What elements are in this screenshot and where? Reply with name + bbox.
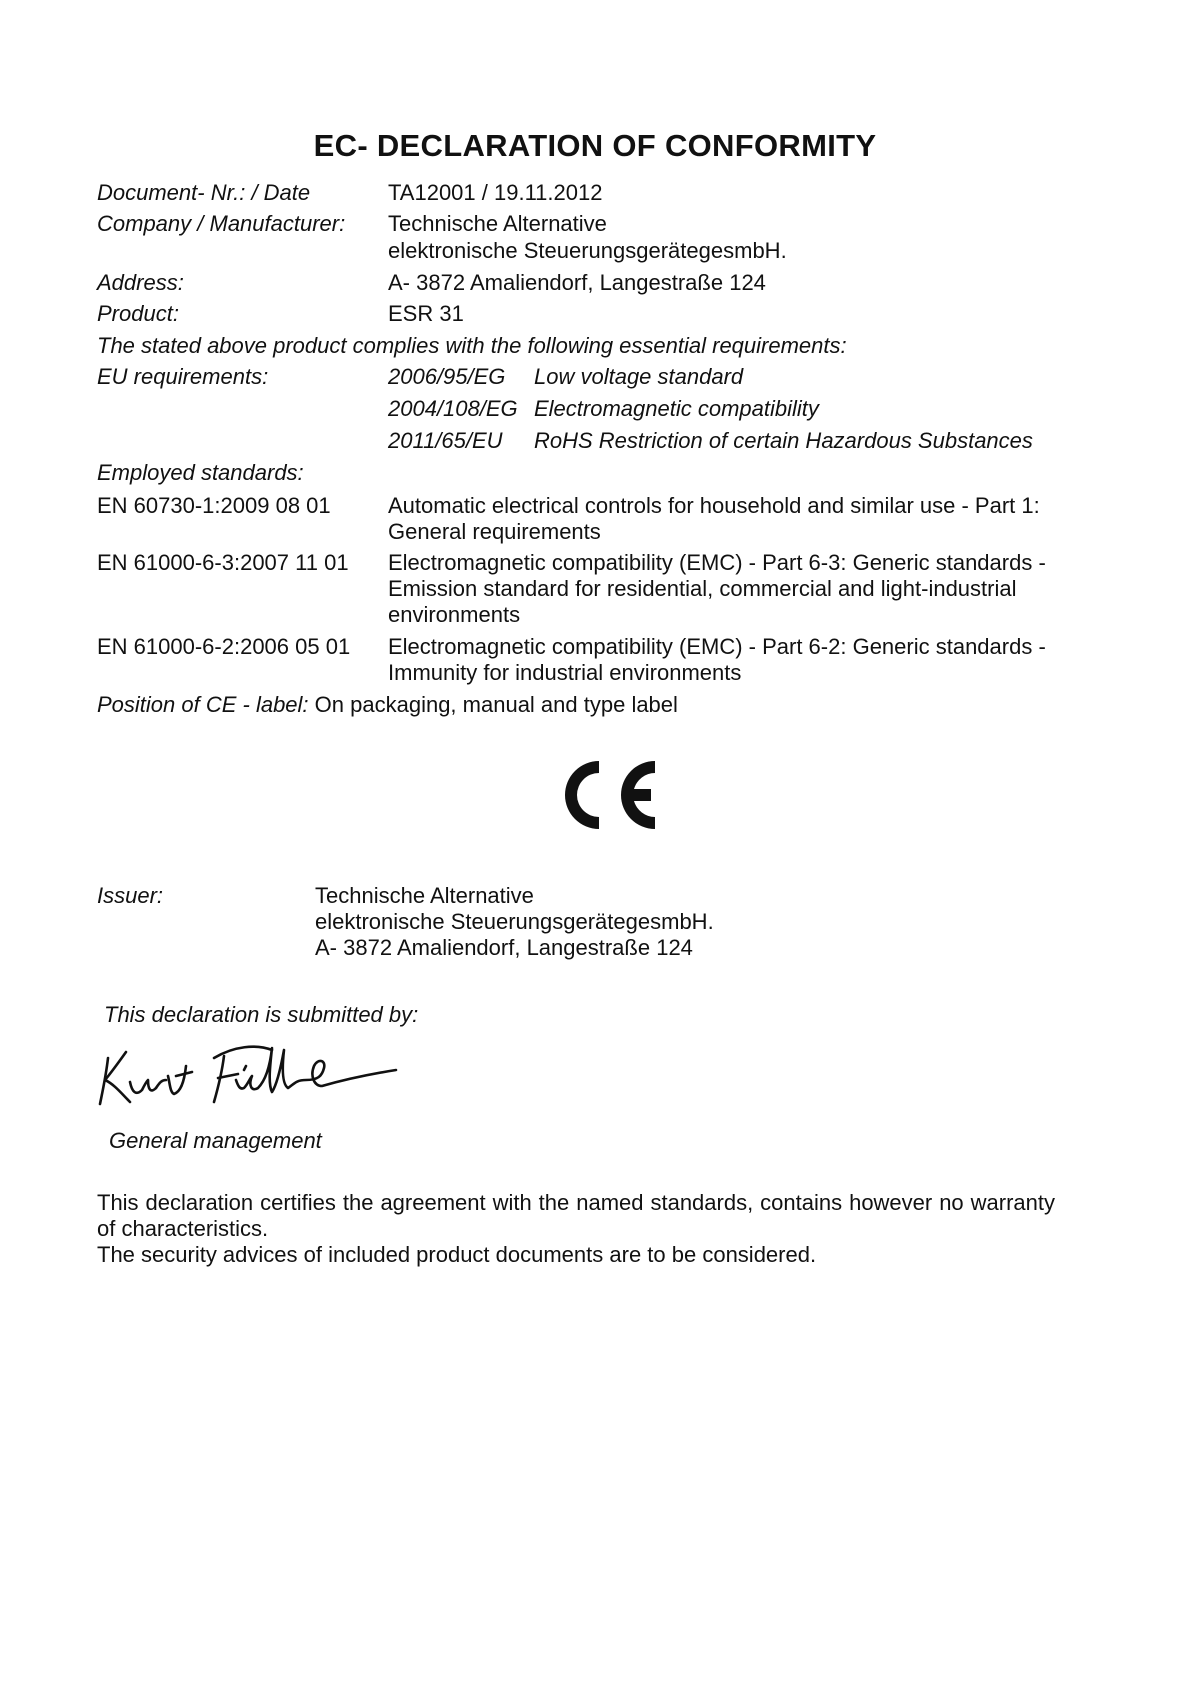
eu-requirement-description: Low voltage standard: [534, 364, 744, 389]
eu-requirement-description: RoHS Restriction of certain Hazardous Substances: [534, 428, 1033, 453]
eu-requirements-label: EU requirements:: [97, 364, 269, 389]
standard-description: Electromagnetic compatibility (EMC) - Part 6-3: Generic standards - Emission standard for residential, commercial and light-industrial environments: [388, 550, 1046, 627]
eu-requirement-code: 2006/95/EG: [388, 364, 506, 389]
eu-requirement-description: Electromagnetic compatibility: [534, 396, 819, 421]
document-number-value: TA12001 / 19.11.2012: [388, 180, 603, 205]
issuer-line1: Technische Alternative: [315, 883, 534, 908]
company-label: Company / Manufacturer:: [97, 211, 346, 236]
issuer-line2: elektronische SteuerungsgerätegesmbH.: [315, 909, 714, 934]
standard-description: Automatic electrical controls for household and similar use - Part 1: General requirements: [388, 493, 1040, 544]
ce-mark-logo: [555, 757, 659, 838]
standard-description: Electromagnetic compatibility (EMC) - Part 6-2: Generic standards - Immunity for industrial environments: [388, 634, 1046, 685]
issuer-block: [315, 883, 714, 961]
issuer-label: Issuer:: [97, 883, 164, 908]
footer-paragraph-1: This declaration certifies the agreement with the named standards, contains however no warranty of characteristics.: [97, 1190, 1055, 1241]
document-title: EC- DECLARATION OF CONFORMITY: [313, 128, 877, 163]
product-label: Product:: [97, 301, 179, 326]
company-line1: Technische Alternative: [388, 211, 607, 236]
signatory-title: General management: [109, 1128, 322, 1153]
ce-position-value: On packaging, manual and type label: [314, 692, 678, 717]
address-value: A- 3872 Amaliendorf, Langestraße 124: [388, 270, 766, 295]
address-label: Address:: [97, 270, 184, 295]
footer-paragraph-2: The security advices of included product documents are to be considered.: [97, 1242, 817, 1267]
product-value: ESR 31: [388, 301, 464, 326]
company-line2: elektronische SteuerungsgerätegesmbH.: [388, 238, 787, 263]
ce-position-line: [97, 692, 678, 718]
employed-standards-label: Employed standards:: [97, 460, 304, 485]
footer-notes: [97, 1190, 1055, 1268]
compliance-statement: The stated above product complies with the following essential requirements:: [97, 333, 847, 358]
document-number-label: Document- Nr.: / Date: [97, 180, 311, 205]
ce-position-label: Position of CE - label:: [97, 692, 309, 717]
eu-requirement-code: 2004/108/EG: [388, 396, 518, 421]
ce-mark-icon: [555, 757, 659, 833]
issuer-line3: A- 3872 Amaliendorf, Langestraße 124: [315, 935, 693, 960]
standard-code: EN 61000-6-3:2007 11 01: [97, 550, 349, 575]
handwritten-signature-icon: [96, 1036, 416, 1116]
submitted-by-text: This declaration is submitted by:: [104, 1002, 419, 1027]
signature-image: [96, 1036, 416, 1121]
eu-requirement-code: 2011/65/EU: [388, 428, 503, 453]
standard-code: EN 61000-6-2:2006 05 01: [97, 634, 351, 659]
standard-code: EN 60730-1:2009 08 01: [97, 493, 331, 518]
